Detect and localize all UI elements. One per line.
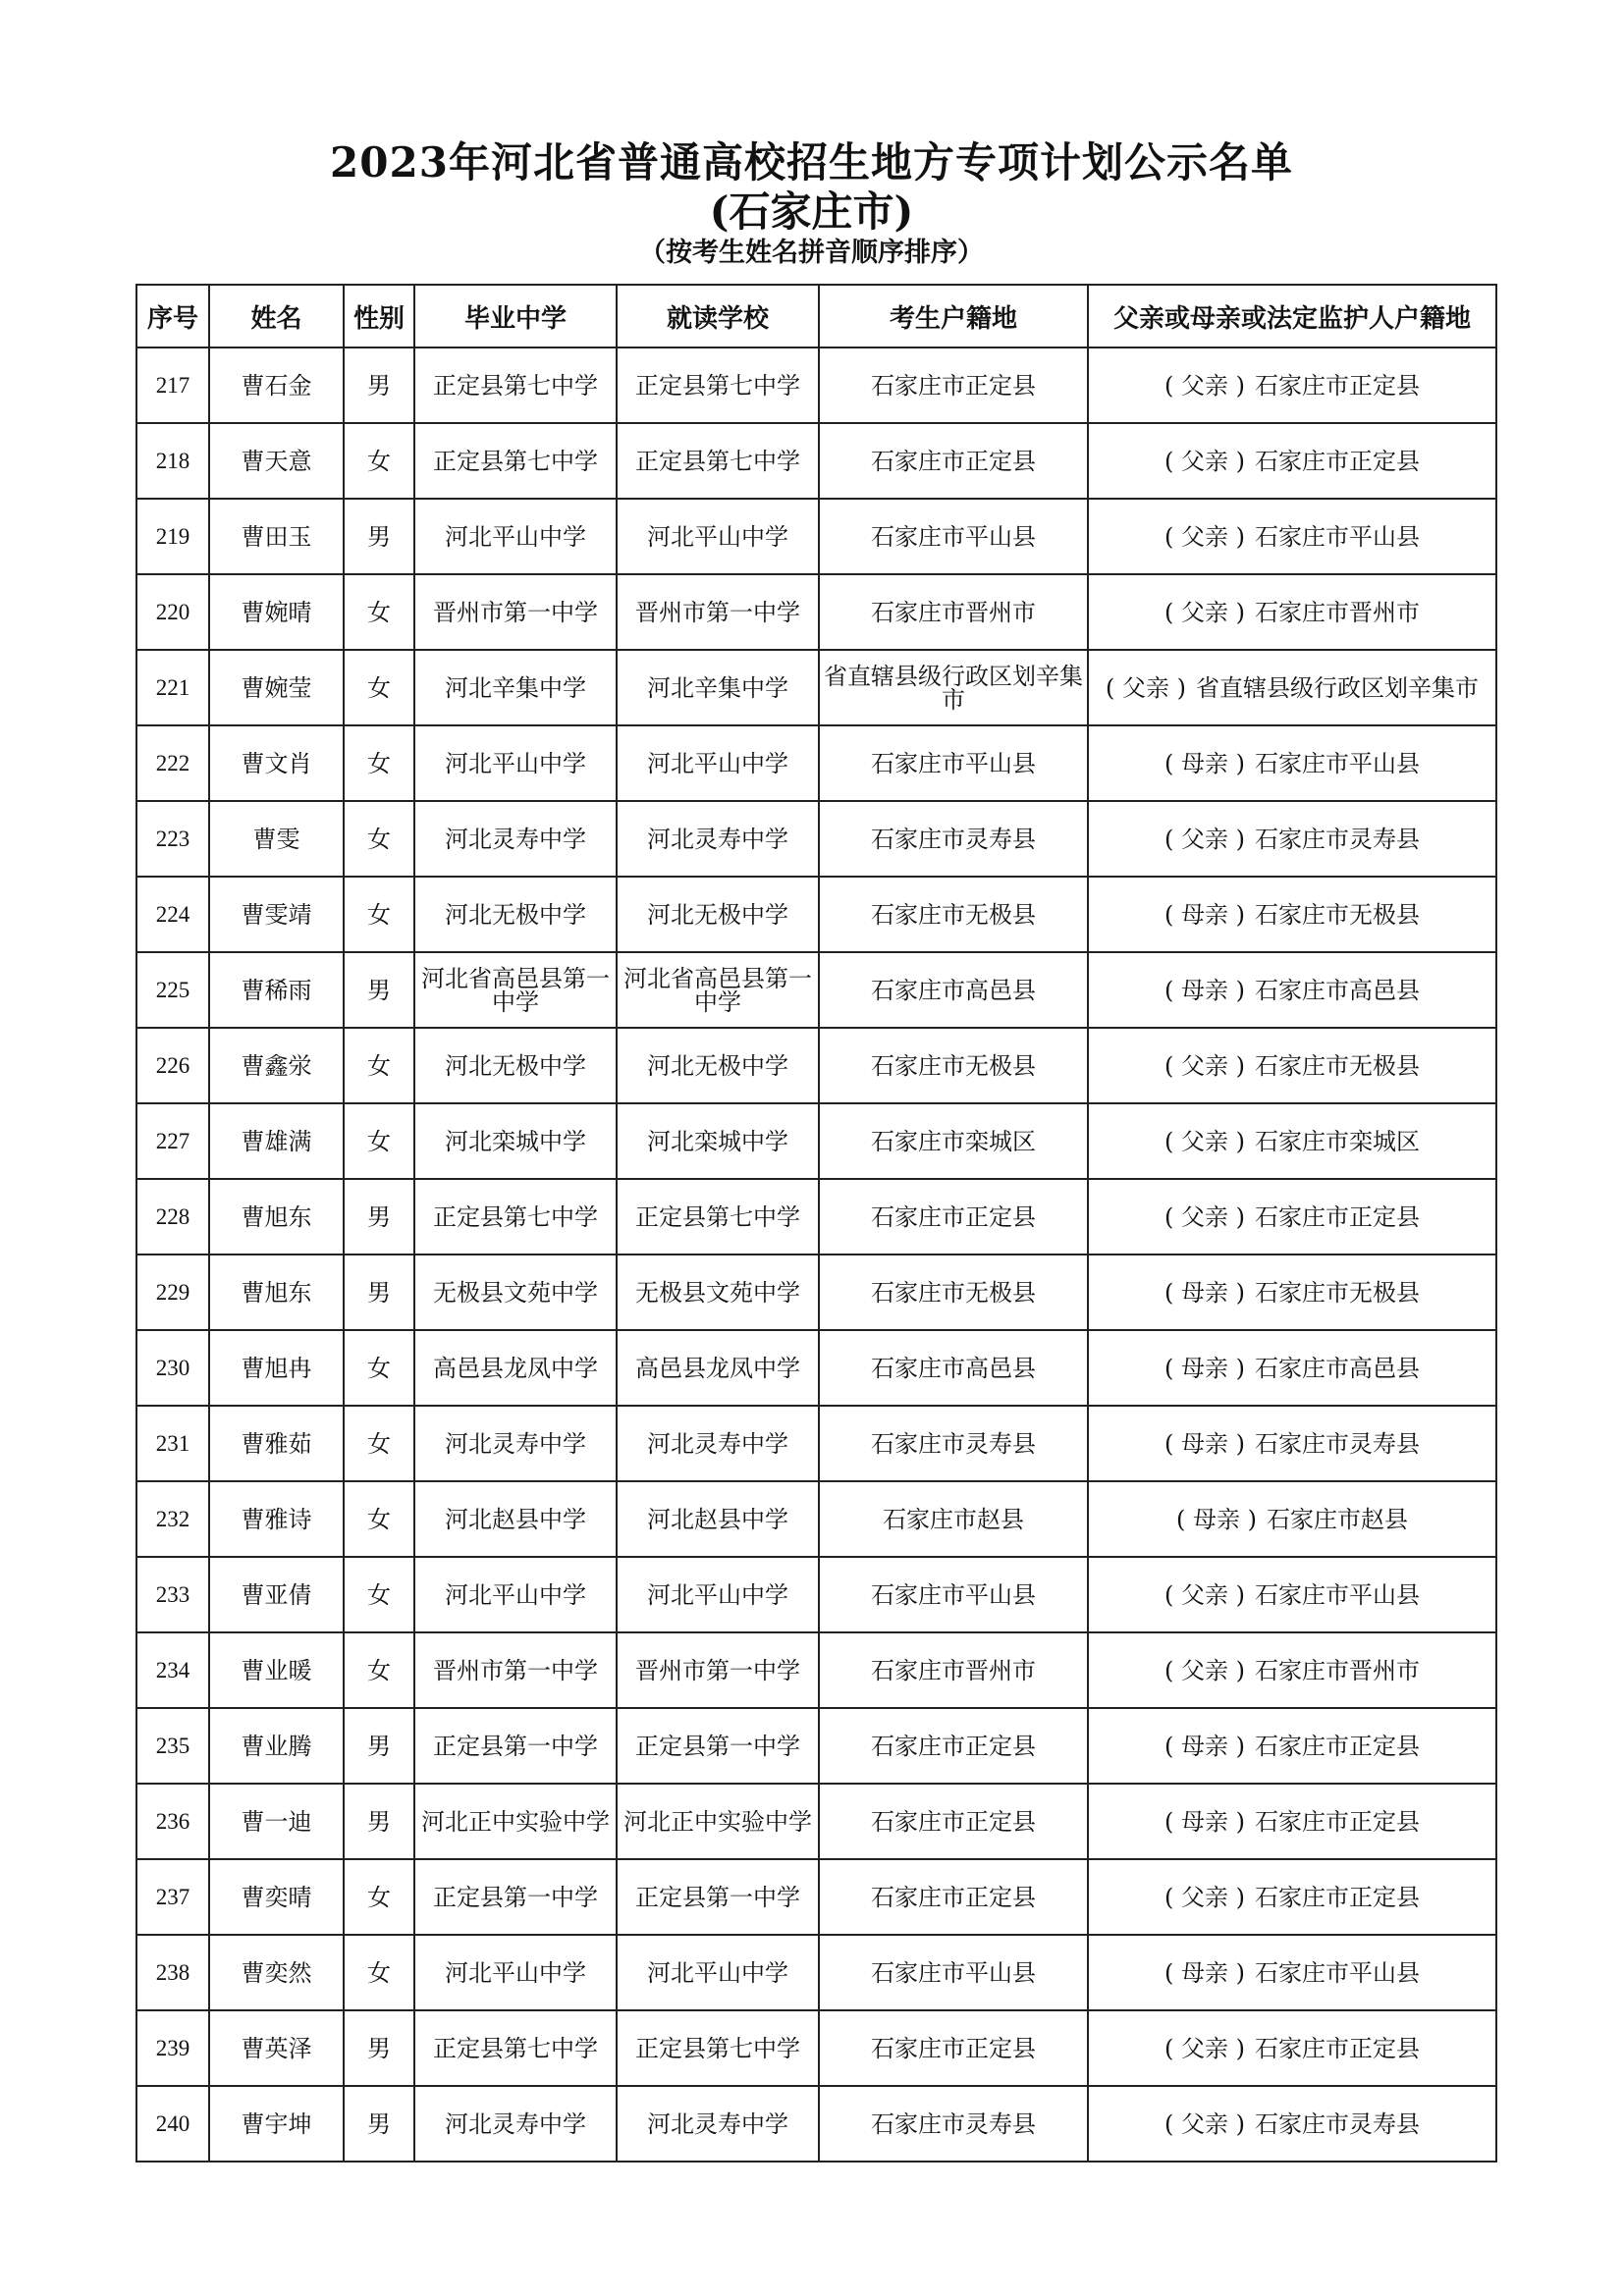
- table-row: [136, 1481, 1496, 1557]
- guardian-hukou: 石家庄市正定县: [1254, 1202, 1420, 1231]
- cell-hukou: 石家庄市正定县: [819, 1784, 1088, 1859]
- cell-hukou: 石家庄市平山县: [819, 499, 1088, 574]
- cell-current-school: 正定县第七中学: [617, 347, 819, 423]
- table-row: [136, 1935, 1496, 2010]
- cell-guardian: [1088, 1406, 1496, 1481]
- cell-grad-school: 河北栾城中学: [414, 1103, 617, 1179]
- cell-name: 曹业暖: [209, 1632, 344, 1708]
- cell-hukou: 石家庄市平山县: [819, 1557, 1088, 1632]
- cell-no: 238: [136, 1935, 209, 2010]
- table-row: [136, 1103, 1496, 1179]
- cell-grad-school: 河北无极中学: [414, 877, 617, 952]
- cell-current-school: 晋州市第一中学: [617, 1632, 819, 1708]
- cell-name: 曹雅茹: [209, 1406, 344, 1481]
- cell-gender: 女: [344, 1028, 414, 1103]
- cell-name: 曹婉莹: [209, 650, 344, 725]
- cell-current-school: 正定县第七中学: [617, 423, 819, 499]
- cell-guardian: [1088, 2086, 1496, 2162]
- cell-hukou: 石家庄市正定县: [819, 2010, 1088, 2086]
- header-name: 姓名: [209, 285, 344, 347]
- cell-guardian: [1088, 1632, 1496, 1708]
- cell-current-school: 河北灵寿中学: [617, 2086, 819, 2162]
- guardian-relation: ( 父亲 ): [1164, 447, 1245, 475]
- guardian-hukou: 石家庄市晋州市: [1254, 598, 1420, 626]
- guardian-hukou: 省直辖县级行政区划辛集市: [1195, 673, 1479, 702]
- cell-grad-school: 河北省高邑县第一中学: [414, 952, 617, 1028]
- guardian-hukou: 石家庄市平山县: [1254, 522, 1420, 551]
- cell-current-school: 河北平山中学: [617, 499, 819, 574]
- cell-grad-school: 正定县第七中学: [414, 347, 617, 423]
- cell-no: 229: [136, 1255, 209, 1330]
- cell-grad-school: 河北平山中学: [414, 725, 617, 801]
- cell-hukou: 石家庄市灵寿县: [819, 801, 1088, 877]
- cell-name: 曹稀雨: [209, 952, 344, 1028]
- cell-hukou: 石家庄市灵寿县: [819, 1406, 1088, 1481]
- cell-hukou: 石家庄市无极县: [819, 877, 1088, 952]
- header-current-school: 就读学校: [617, 285, 819, 347]
- guardian-relation: ( 母亲 ): [1164, 1354, 1245, 1382]
- guardian-hukou: 石家庄市无极县: [1254, 900, 1420, 929]
- guardian-relation: ( 父亲 ): [1164, 2034, 1245, 2062]
- cell-name: 曹婉晴: [209, 574, 344, 650]
- table-row: [136, 574, 1496, 650]
- cell-grad-school: 正定县第七中学: [414, 423, 617, 499]
- cell-name: 曹亚倩: [209, 1557, 344, 1632]
- cell-current-school: 河北灵寿中学: [617, 1406, 819, 1481]
- cell-no: 231: [136, 1406, 209, 1481]
- cell-gender: 女: [344, 1103, 414, 1179]
- cell-guardian: [1088, 2010, 1496, 2086]
- cell-name: 曹天意: [209, 423, 344, 499]
- cell-guardian: [1088, 1330, 1496, 1406]
- cell-current-school: 河北省高邑县第一中学: [617, 952, 819, 1028]
- cell-gender: 男: [344, 1708, 414, 1784]
- table-row: [136, 1859, 1496, 1935]
- cell-name: 曹奕晴: [209, 1859, 344, 1935]
- cell-current-school: 河北正中实验中学: [617, 1784, 819, 1859]
- cell-guardian: [1088, 1103, 1496, 1179]
- table-row: [136, 1708, 1496, 1784]
- cell-no: 219: [136, 499, 209, 574]
- table-row: [136, 1255, 1496, 1330]
- cell-no: 230: [136, 1330, 209, 1406]
- cell-gender: 男: [344, 1179, 414, 1255]
- guardian-relation: ( 母亲 ): [1164, 1278, 1245, 1307]
- cell-hukou: 石家庄市平山县: [819, 725, 1088, 801]
- cell-name: 曹石金: [209, 347, 344, 423]
- cell-guardian: [1088, 1784, 1496, 1859]
- cell-grad-school: 河北灵寿中学: [414, 801, 617, 877]
- cell-grad-school: 正定县第一中学: [414, 1708, 617, 1784]
- guardian-hukou: 石家庄市高邑县: [1254, 1354, 1420, 1382]
- cell-current-school: 河北辛集中学: [617, 650, 819, 725]
- guardian-hukou: 石家庄市正定县: [1254, 1807, 1420, 1836]
- cell-hukou: 石家庄市正定县: [819, 1179, 1088, 1255]
- cell-name: 曹雯靖: [209, 877, 344, 952]
- table-row: [136, 2010, 1496, 2086]
- guardian-relation: ( 父亲 ): [1164, 825, 1245, 853]
- guardian-hukou: 石家庄市栾城区: [1254, 1127, 1420, 1155]
- cell-gender: 女: [344, 1557, 414, 1632]
- guardian-hukou: 石家庄市赵县: [1266, 1505, 1408, 1533]
- table-row: [136, 1557, 1496, 1632]
- cell-name: 曹旭东: [209, 1179, 344, 1255]
- cell-gender: 女: [344, 1481, 414, 1557]
- header-gender: 性别: [344, 285, 414, 347]
- guardian-relation: ( 父亲 ): [1164, 1051, 1245, 1080]
- cell-name: 曹田玉: [209, 499, 344, 574]
- cell-gender: 女: [344, 725, 414, 801]
- guardian-relation: ( 母亲 ): [1164, 900, 1245, 929]
- cell-gender: 男: [344, 499, 414, 574]
- cell-name: 曹旭东: [209, 1255, 344, 1330]
- cell-grad-school: 河北无极中学: [414, 1028, 617, 1103]
- cell-guardian: [1088, 801, 1496, 877]
- cell-no: 227: [136, 1103, 209, 1179]
- guardian-relation: ( 父亲 ): [1106, 673, 1186, 702]
- header-grad-school: 毕业中学: [414, 285, 617, 347]
- cell-no: 239: [136, 2010, 209, 2086]
- table-row: [136, 1406, 1496, 1481]
- cell-hukou: 石家庄市高邑县: [819, 952, 1088, 1028]
- cell-guardian: [1088, 877, 1496, 952]
- cell-guardian: [1088, 1481, 1496, 1557]
- cell-no: 236: [136, 1784, 209, 1859]
- cell-grad-school: 河北辛集中学: [414, 650, 617, 725]
- cell-name: 曹业腾: [209, 1708, 344, 1784]
- table-row: [136, 650, 1496, 725]
- cell-guardian: [1088, 1028, 1496, 1103]
- guardian-relation: ( 父亲 ): [1164, 1580, 1245, 1609]
- cell-gender: 男: [344, 2010, 414, 2086]
- guardian-hukou: 石家庄市平山县: [1254, 749, 1420, 777]
- cell-grad-school: 河北灵寿中学: [414, 1406, 617, 1481]
- cell-no: 232: [136, 1481, 209, 1557]
- cell-guardian: [1088, 1708, 1496, 1784]
- cell-current-school: 河北栾城中学: [617, 1103, 819, 1179]
- cell-guardian: [1088, 574, 1496, 650]
- guardian-relation: ( 父亲 ): [1164, 522, 1245, 551]
- cell-hukou: 石家庄市灵寿县: [819, 2086, 1088, 2162]
- cell-gender: 女: [344, 650, 414, 725]
- table-row: [136, 1179, 1496, 1255]
- cell-name: 曹雄满: [209, 1103, 344, 1179]
- guardian-hukou: 石家庄市正定县: [1254, 371, 1420, 400]
- guardian-hukou: 石家庄市平山县: [1254, 1958, 1420, 1987]
- guardian-hukou: 石家庄市灵寿县: [1254, 2109, 1420, 2138]
- cell-no: 222: [136, 725, 209, 801]
- guardian-hukou: 石家庄市灵寿县: [1254, 825, 1420, 853]
- cell-name: 曹英泽: [209, 2010, 344, 2086]
- cell-name: 曹鑫泶: [209, 1028, 344, 1103]
- table-row: [136, 423, 1496, 499]
- cell-guardian: [1088, 952, 1496, 1028]
- cell-guardian: [1088, 1255, 1496, 1330]
- table-row: [136, 347, 1496, 423]
- cell-no: 218: [136, 423, 209, 499]
- guardian-relation: ( 父亲 ): [1164, 371, 1245, 400]
- cell-no: 235: [136, 1708, 209, 1784]
- cell-gender: 男: [344, 1784, 414, 1859]
- cell-current-school: 无极县文苑中学: [617, 1255, 819, 1330]
- cell-name: 曹奕然: [209, 1935, 344, 2010]
- cell-grad-school: 正定县第七中学: [414, 2010, 617, 2086]
- guardian-hukou: 石家庄市高邑县: [1254, 976, 1420, 1004]
- cell-gender: 男: [344, 1255, 414, 1330]
- guardian-relation: ( 母亲 ): [1176, 1505, 1257, 1533]
- guardian-hukou: 石家庄市无极县: [1254, 1051, 1420, 1080]
- cell-grad-school: 河北灵寿中学: [414, 2086, 617, 2162]
- cell-gender: 男: [344, 952, 414, 1028]
- cell-gender: 女: [344, 1632, 414, 1708]
- cell-guardian: [1088, 650, 1496, 725]
- cell-guardian: [1088, 1859, 1496, 1935]
- cell-guardian: [1088, 347, 1496, 423]
- cell-hukou: 石家庄市平山县: [819, 1935, 1088, 2010]
- cell-hukou: 石家庄市正定县: [819, 1859, 1088, 1935]
- cell-name: 曹雯: [209, 801, 344, 877]
- cell-hukou: 石家庄市正定县: [819, 347, 1088, 423]
- cell-no: 223: [136, 801, 209, 877]
- candidate-table: [135, 284, 1497, 2163]
- cell-grad-school: 晋州市第一中学: [414, 1632, 617, 1708]
- table-row: [136, 1632, 1496, 1708]
- guardian-relation: ( 父亲 ): [1164, 598, 1245, 626]
- cell-grad-school: 河北平山中学: [414, 1557, 617, 1632]
- cell-gender: 女: [344, 1935, 414, 2010]
- guardian-relation: ( 父亲 ): [1164, 1883, 1245, 1911]
- cell-hukou: 省直辖县级行政区划辛集市: [819, 650, 1088, 725]
- cell-current-school: 正定县第一中学: [617, 1708, 819, 1784]
- guardian-relation: ( 母亲 ): [1164, 749, 1245, 777]
- cell-name: 曹文肖: [209, 725, 344, 801]
- guardian-relation: ( 母亲 ): [1164, 1732, 1245, 1760]
- guardian-relation: ( 父亲 ): [1164, 2109, 1245, 2138]
- header-guardian-hukou: 父亲或母亲或法定监护人户籍地: [1088, 285, 1496, 347]
- table-row: [136, 801, 1496, 877]
- cell-hukou: 石家庄市正定县: [819, 1708, 1088, 1784]
- cell-guardian: [1088, 1935, 1496, 2010]
- cell-hukou: 石家庄市赵县: [819, 1481, 1088, 1557]
- header-no: 序号: [136, 285, 209, 347]
- table-row: [136, 1028, 1496, 1103]
- cell-no: 224: [136, 877, 209, 952]
- guardian-relation: ( 母亲 ): [1164, 1429, 1245, 1458]
- sort-note: （按考生姓名拼音顺序排序）: [639, 238, 984, 268]
- guardian-hukou: 石家庄市无极县: [1254, 1278, 1420, 1307]
- table-row: [136, 725, 1496, 801]
- cell-name: 曹雅诗: [209, 1481, 344, 1557]
- page-title: 2023年河北省普通高校招生地方专项计划公示名单: [330, 138, 1293, 187]
- guardian-hukou: 石家庄市晋州市: [1254, 1656, 1420, 1684]
- cell-grad-school: 河北平山中学: [414, 499, 617, 574]
- guardian-relation: ( 母亲 ): [1164, 976, 1245, 1004]
- cell-no: 225: [136, 952, 209, 1028]
- cell-gender: 女: [344, 801, 414, 877]
- guardian-relation: ( 父亲 ): [1164, 1202, 1245, 1231]
- guardian-relation: ( 母亲 ): [1164, 1807, 1245, 1836]
- cell-guardian: [1088, 499, 1496, 574]
- cell-hukou: 石家庄市高邑县: [819, 1330, 1088, 1406]
- cell-guardian: [1088, 423, 1496, 499]
- table-row: [136, 877, 1496, 952]
- cell-current-school: 正定县第七中学: [617, 2010, 819, 2086]
- guardian-relation: ( 母亲 ): [1164, 1958, 1245, 1987]
- guardian-hukou: 石家庄市正定县: [1254, 2034, 1420, 2062]
- cell-gender: 男: [344, 347, 414, 423]
- cell-hukou: 石家庄市晋州市: [819, 1632, 1088, 1708]
- cell-current-school: 河北无极中学: [617, 1028, 819, 1103]
- cell-current-school: 河北无极中学: [617, 877, 819, 952]
- page-subtitle: (石家庄市): [709, 187, 914, 236]
- guardian-hukou: 石家庄市正定县: [1254, 1883, 1420, 1911]
- cell-gender: 女: [344, 574, 414, 650]
- cell-current-school: 河北平山中学: [617, 1935, 819, 2010]
- cell-current-school: 正定县第七中学: [617, 1179, 819, 1255]
- cell-hukou: 石家庄市栾城区: [819, 1103, 1088, 1179]
- cell-hukou: 石家庄市无极县: [819, 1255, 1088, 1330]
- cell-current-school: 河北平山中学: [617, 725, 819, 801]
- cell-grad-school: 正定县第一中学: [414, 1859, 617, 1935]
- table-body: [136, 347, 1496, 2162]
- cell-grad-school: 无极县文苑中学: [414, 1255, 617, 1330]
- cell-grad-school: 晋州市第一中学: [414, 574, 617, 650]
- cell-current-school: 河北赵县中学: [617, 1481, 819, 1557]
- table-row: [136, 952, 1496, 1028]
- table-row: [136, 2086, 1496, 2162]
- guardian-hukou: 石家庄市平山县: [1254, 1580, 1420, 1609]
- cell-gender: 女: [344, 877, 414, 952]
- table-row: [136, 1330, 1496, 1406]
- cell-no: 217: [136, 347, 209, 423]
- header-hukou: 考生户籍地: [819, 285, 1088, 347]
- cell-hukou: 石家庄市无极县: [819, 1028, 1088, 1103]
- cell-no: 226: [136, 1028, 209, 1103]
- cell-name: 曹宇坤: [209, 2086, 344, 2162]
- table-header-row: [136, 285, 1496, 347]
- guardian-hukou: 石家庄市正定县: [1254, 447, 1420, 475]
- cell-gender: 女: [344, 423, 414, 499]
- cell-no: 233: [136, 1557, 209, 1632]
- cell-hukou: 石家庄市正定县: [819, 423, 1088, 499]
- cell-grad-school: 高邑县龙凤中学: [414, 1330, 617, 1406]
- cell-current-school: 高邑县龙凤中学: [617, 1330, 819, 1406]
- guardian-relation: ( 父亲 ): [1164, 1127, 1245, 1155]
- cell-grad-school: 河北正中实验中学: [414, 1784, 617, 1859]
- guardian-relation: ( 父亲 ): [1164, 1656, 1245, 1684]
- cell-no: 240: [136, 2086, 209, 2162]
- cell-no: 220: [136, 574, 209, 650]
- table-row: [136, 1784, 1496, 1859]
- cell-guardian: [1088, 1179, 1496, 1255]
- cell-guardian: [1088, 1557, 1496, 1632]
- cell-gender: 男: [344, 2086, 414, 2162]
- cell-name: 曹旭冉: [209, 1330, 344, 1406]
- cell-current-school: 河北灵寿中学: [617, 801, 819, 877]
- cell-grad-school: 河北平山中学: [414, 1935, 617, 2010]
- cell-no: 234: [136, 1632, 209, 1708]
- cell-gender: 女: [344, 1330, 414, 1406]
- cell-no: 221: [136, 650, 209, 725]
- cell-current-school: 正定县第一中学: [617, 1859, 819, 1935]
- cell-grad-school: 正定县第七中学: [414, 1179, 617, 1255]
- cell-current-school: 晋州市第一中学: [617, 574, 819, 650]
- cell-no: 237: [136, 1859, 209, 1935]
- cell-guardian: [1088, 725, 1496, 801]
- cell-gender: 女: [344, 1859, 414, 1935]
- guardian-hukou: 石家庄市正定县: [1254, 1732, 1420, 1760]
- cell-hukou: 石家庄市晋州市: [819, 574, 1088, 650]
- cell-no: 228: [136, 1179, 209, 1255]
- guardian-hukou: 石家庄市灵寿县: [1254, 1429, 1420, 1458]
- cell-gender: 女: [344, 1406, 414, 1481]
- cell-name: 曹一迪: [209, 1784, 344, 1859]
- cell-current-school: 河北平山中学: [617, 1557, 819, 1632]
- cell-grad-school: 河北赵县中学: [414, 1481, 617, 1557]
- table-row: [136, 499, 1496, 574]
